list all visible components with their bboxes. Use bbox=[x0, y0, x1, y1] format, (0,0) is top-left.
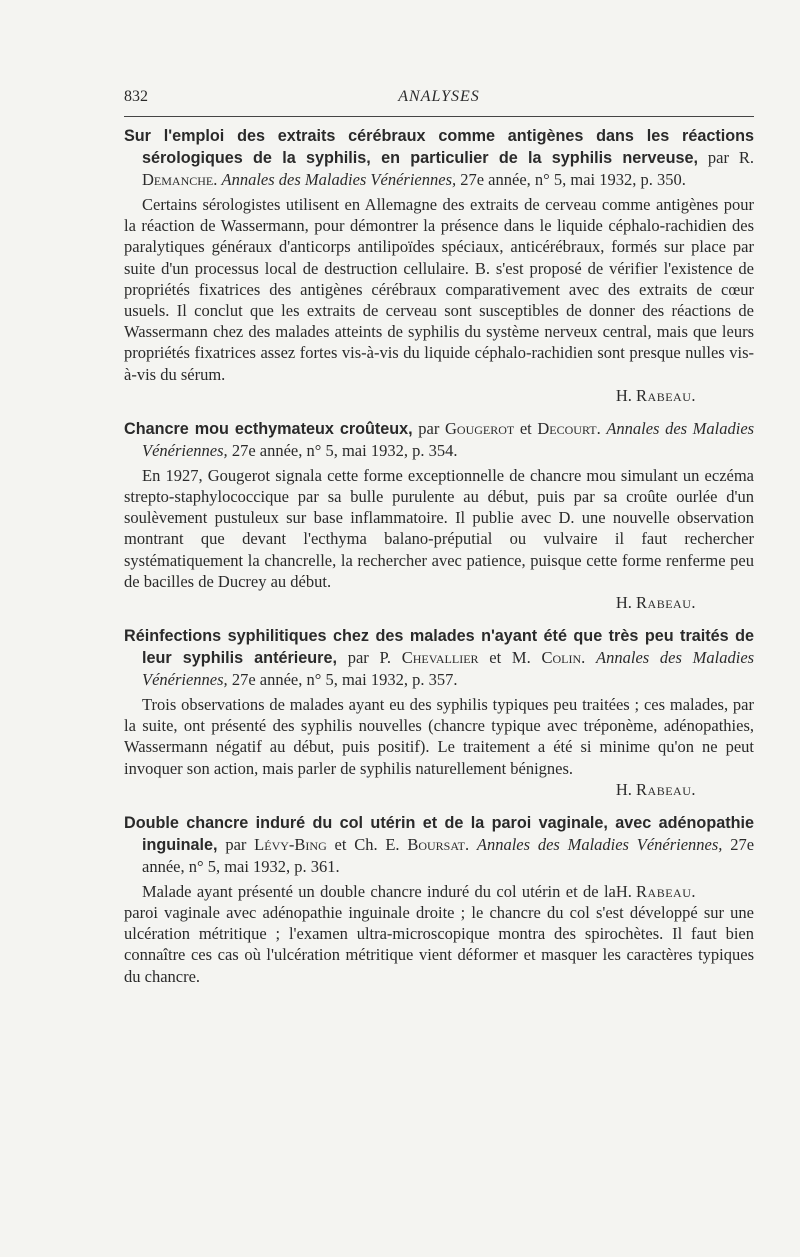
article-title: Réinfections syphilitiques chez des malades n'ayant été que très peu traités de leur syphilis antérieure, bbox=[124, 627, 754, 668]
article-and: et Ch. E. bbox=[334, 834, 400, 854]
signature-name: Rabeau. bbox=[636, 385, 696, 405]
page bbox=[124, 88, 754, 999]
article-body-text: Malade ayant présenté un double chancre induré du col utérin et de la paroi vaginale avec adénopathie inguinale droite ; le chancre du col s'est développé sur une ulcération métritique ; l'examen ultra-microscopique montra des spirochètes. Il faut bien connaître ces cas où l'ulcération métritique vient déformer et masquer les caractères typiques du chancre. bbox=[124, 881, 754, 986]
article-author: Gougerot bbox=[444, 418, 515, 438]
article-journal: Annales des Maladies Vénériennes, bbox=[221, 170, 457, 189]
article-and: et M. bbox=[489, 648, 531, 668]
article-journal: Annales des Maladies Vénériennes, bbox=[142, 418, 755, 460]
article-signature bbox=[616, 881, 696, 902]
article-signature bbox=[124, 779, 754, 800]
article-ref: 27e année, n° 5, mai 1932, p. 350. bbox=[460, 170, 686, 189]
article-title: Double chancre induré du col utérin et de la paroi vaginale, avec adénopathie inguinale, bbox=[124, 813, 754, 854]
article bbox=[124, 812, 754, 987]
article-title: Sur l'emploi des extraits cérébraux comme antigènes dans les réactions sérologiques de la syphilis, en particulier de la syphilis nerveuse, bbox=[124, 127, 754, 167]
running-title: ANALYSES bbox=[398, 88, 480, 105]
article-signature bbox=[124, 592, 754, 613]
article-and: et bbox=[519, 418, 532, 438]
article-author-2: Colin. bbox=[541, 648, 586, 668]
article-heading bbox=[124, 418, 755, 461]
article-heading bbox=[124, 125, 755, 190]
page-number: 832 bbox=[124, 88, 148, 105]
article-author-2: Boursat. bbox=[407, 834, 470, 854]
signature-name: Rabeau. bbox=[636, 593, 696, 613]
article-body bbox=[124, 881, 754, 987]
article-author-2: Decourt. bbox=[537, 418, 601, 438]
article-title: Chancre mou ecthymateux croûteux, bbox=[124, 419, 413, 438]
signature-name: Rabeau. bbox=[636, 881, 696, 901]
signature-name: Rabeau. bbox=[636, 779, 696, 799]
article-by: par bbox=[225, 834, 247, 854]
article-heading bbox=[124, 812, 755, 877]
article bbox=[124, 125, 754, 406]
article-author: Chevallier bbox=[401, 648, 479, 668]
article-heading bbox=[124, 625, 755, 690]
signature-initial: H. bbox=[615, 385, 632, 405]
article-ref: 27e année, n° 5, mai 1932, p. 361. bbox=[142, 834, 755, 876]
article bbox=[124, 418, 754, 613]
article-ref: 27e année, n° 5, mai 1932, p. 357. bbox=[231, 670, 458, 690]
article bbox=[124, 625, 754, 800]
article-by: par R. bbox=[707, 148, 755, 167]
running-header bbox=[124, 88, 754, 114]
article-by: par P. bbox=[347, 648, 391, 668]
signature-initial: H. bbox=[615, 593, 632, 613]
article-ref: 27e année, n° 5, mai 1932, p. 354. bbox=[231, 440, 458, 460]
article-author: Lévy-Bing bbox=[254, 834, 327, 854]
article-body: Trois observations de malades ayant eu des syphilis typiques peu traitées ; ces malades, par la suite, ont présenté des syphilis nouvelles (chancre typique avec tréponème, adénopathies, Wassermann négatif au début, puis positif). Le traitement a été si minime qu'on ne peut invoquer son action, mais parler de syphilis naturellement bénignes. bbox=[124, 695, 754, 778]
signature-initial: H. bbox=[615, 779, 632, 799]
article-signature bbox=[124, 385, 754, 406]
signature-initial: H. bbox=[615, 881, 632, 901]
header-rule bbox=[124, 116, 754, 117]
article-body: En 1927, Gougerot signala cette forme exceptionnelle de chancre mou simulant un eczéma strepto-staphylococcique par sa bulle purulente au début, puis par sa croûte ourlée d'un soulèvement pustuleux sur base inflammatoire. Il publie avec D. une nouvelle observation montrant que devant l'ecthyma balano-préputial ou vulvaire il faut rechercher systématiquement la chancrelle, la rechercher avec patience, puisque cette forme renferme peu de bacilles de Ducrey au début. bbox=[124, 465, 754, 591]
article-journal: Annales des Maladies Vénériennes, bbox=[476, 834, 723, 854]
article-author: Demanche. bbox=[142, 170, 218, 189]
article-body: Certains sérologistes utilisent en Allemagne des extraits de cerveau comme antigènes pour la réaction de Wassermann, pour démontrer la présence dans le liquide céphalo-rachidien des paralytiques généraux d'anticorps antilipoïdes spéciaux, anticérébraux, formés sur place par suite d'un processus local de destruction cellulaire. B. s'est proposé de vérifier l'existence de propriétés fixatrices des antigènes cérébraux comparativement avec des extraits de cœur usuels. Il conclut que les extraits de cerveau sont susceptibles de donner des réactions de Wassermann chez des malades atteints de syphilis du système nerveux central, mais que leurs propriétés fixatrices assez fortes vis-à-vis du liquide céphalo-rachidien sont presque nulles vis-à-vis du sérum. bbox=[124, 195, 754, 384]
article-by: par bbox=[418, 418, 440, 438]
article-journal: Annales des Maladies Vénériennes, bbox=[142, 648, 755, 690]
